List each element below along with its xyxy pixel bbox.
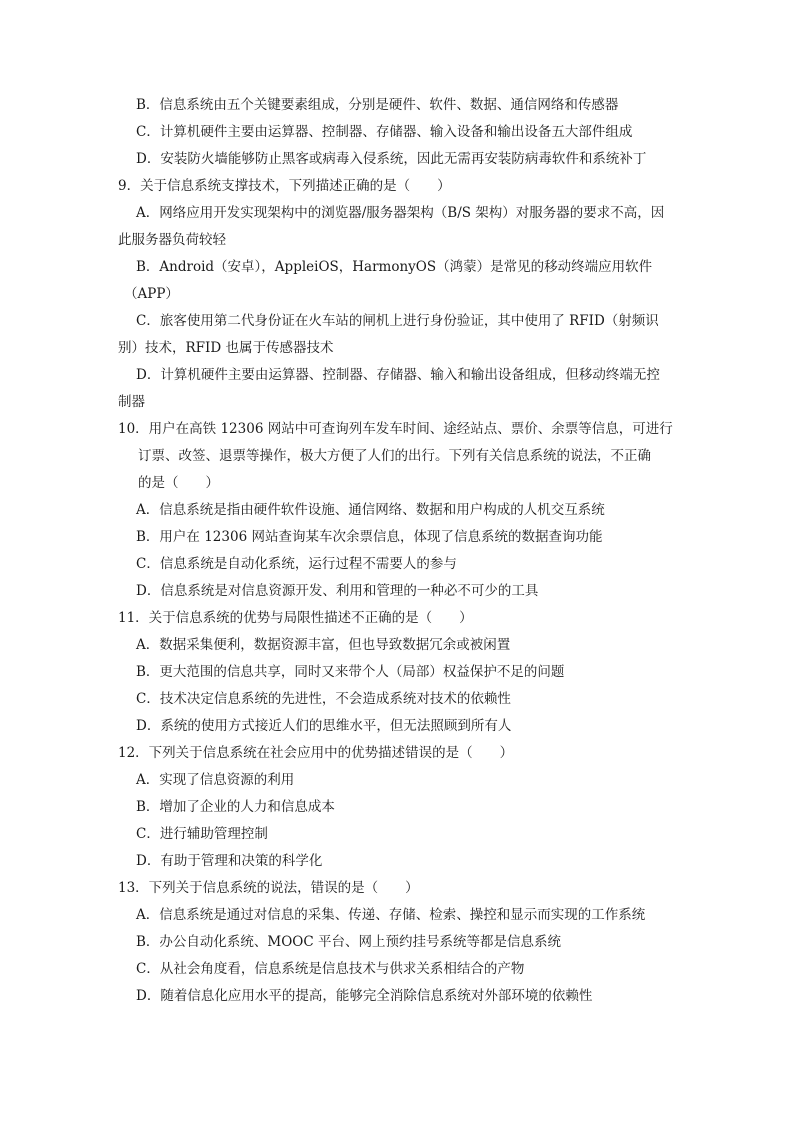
option-d: D．信息系统是对信息资源开发、利用和管理的一种必不可少的工具 (136, 583, 539, 599)
option-b: B．Android（安卓），AppleiOS，HarmonyOS（鸿蒙）是常见的移动终端应用软件 (136, 259, 653, 275)
option-d: D．系统的使用方式接近人们的思维水平，但无法照顾到所有人 (136, 718, 512, 734)
option-c: C．技术决定信息系统的先进性，不会造成系统对技术的依赖性 (136, 691, 511, 707)
option-c: C．进行辅助管理控制 (136, 826, 268, 842)
question-8-partial (118, 92, 678, 173)
question-stem: 9．关于信息系统支撑技术，下列描述正确的是（ ） (118, 178, 451, 194)
option-d: D．安装防火墙能够防止黑客或病毒入侵系统，因此无需再安装防病毒软件和系统补丁 (136, 151, 647, 167)
option-a: A．数据采集便利，数据资源丰富，但也导致数据冗余或被闲置 (136, 637, 511, 653)
question-stem: 10．用户在高铁 12306 网站中可查询列车发车时间、途经站点、票价、余票等信息，可进行 (118, 421, 673, 437)
question-stem-continued: 订票、改签、退票等操作，极大方便了人们的出行。下列有关信息系统的说法，不正确 (138, 448, 651, 464)
option-d: D．随着信息化应用水平的提高，能够完全消除信息系统对外部环境的依赖性 (136, 988, 593, 1004)
question-11 (118, 605, 678, 740)
question-13 (118, 875, 678, 1010)
option-b: B．更大范围的信息共享，同时又来带个人（局部）权益保护不足的问题 (136, 664, 565, 680)
question-stem: 13．下列关于信息系统的说法，错误的是（ ） (118, 880, 419, 896)
question-10 (118, 416, 678, 605)
option-a: A．信息系统是指由硬件软件设施、通信网络、数据和用户构成的人机交互系统 (136, 502, 605, 518)
question-9 (118, 173, 678, 416)
option-d: D．有助于管理和决策的科学化 (136, 853, 323, 869)
option-a: A．信息系统是通过对信息的采集、传递、存储、检索、操控和显示而实现的工作系统 (136, 907, 646, 923)
question-stem: 11．关于信息系统的优势与局限性描述不正确的是（ ） (118, 610, 473, 626)
option-b: B．办公自动化系统、MOOC 平台、网上预约挂号系统等都是信息系统 (136, 934, 561, 950)
option-c: C．旅客使用第二代身份证在火车站的闸机上进行身份验证，其中使用了 RFID（射频识 (136, 313, 659, 329)
question-stem-continued: 的是（ ） (138, 475, 219, 491)
option-b-continued: （APP） (124, 286, 179, 302)
option-a: A．网络应用开发实现架构中的浏览器/服务器架构（B/S 架构）对服务器的要求不高，因 (136, 205, 665, 221)
question-list (118, 92, 678, 1010)
option-d: D．计算机硬件主要由运算器、控制器、存储器、输入和输出设备组成，但移动终端无控 (136, 367, 660, 383)
option-c: C．计算机硬件主要由运算器、控制器、存储器、输入设备和输出设备五大部件组成 (136, 124, 633, 140)
option-a: A．实现了信息资源的利用 (136, 772, 295, 788)
question-stem: 12．下列关于信息系统在社会应用中的优势描述错误的是（ ） (118, 745, 514, 761)
option-b: B．信息系统由五个关键要素组成，分别是硬件、软件、数据、通信网络和传感器 (136, 97, 619, 113)
option-c: C．从社会角度看，信息系统是信息技术与供求关系相结合的产物 (136, 961, 525, 977)
option-b: B．用户在 12306 网站查询某车次余票信息，体现了信息系统的数据查询功能 (136, 529, 603, 545)
option-a-continued: 此服务器负荷较轻 (118, 232, 226, 248)
question-12 (118, 740, 678, 875)
option-c-continued: 别）技术，RFID 也属于传感器技术 (118, 340, 334, 356)
option-b: B．增加了企业的人力和信息成本 (136, 799, 335, 815)
option-c: C．信息系统是自动化系统，运行过程不需要人的参与 (136, 556, 457, 572)
option-d-continued: 制器 (118, 394, 145, 410)
